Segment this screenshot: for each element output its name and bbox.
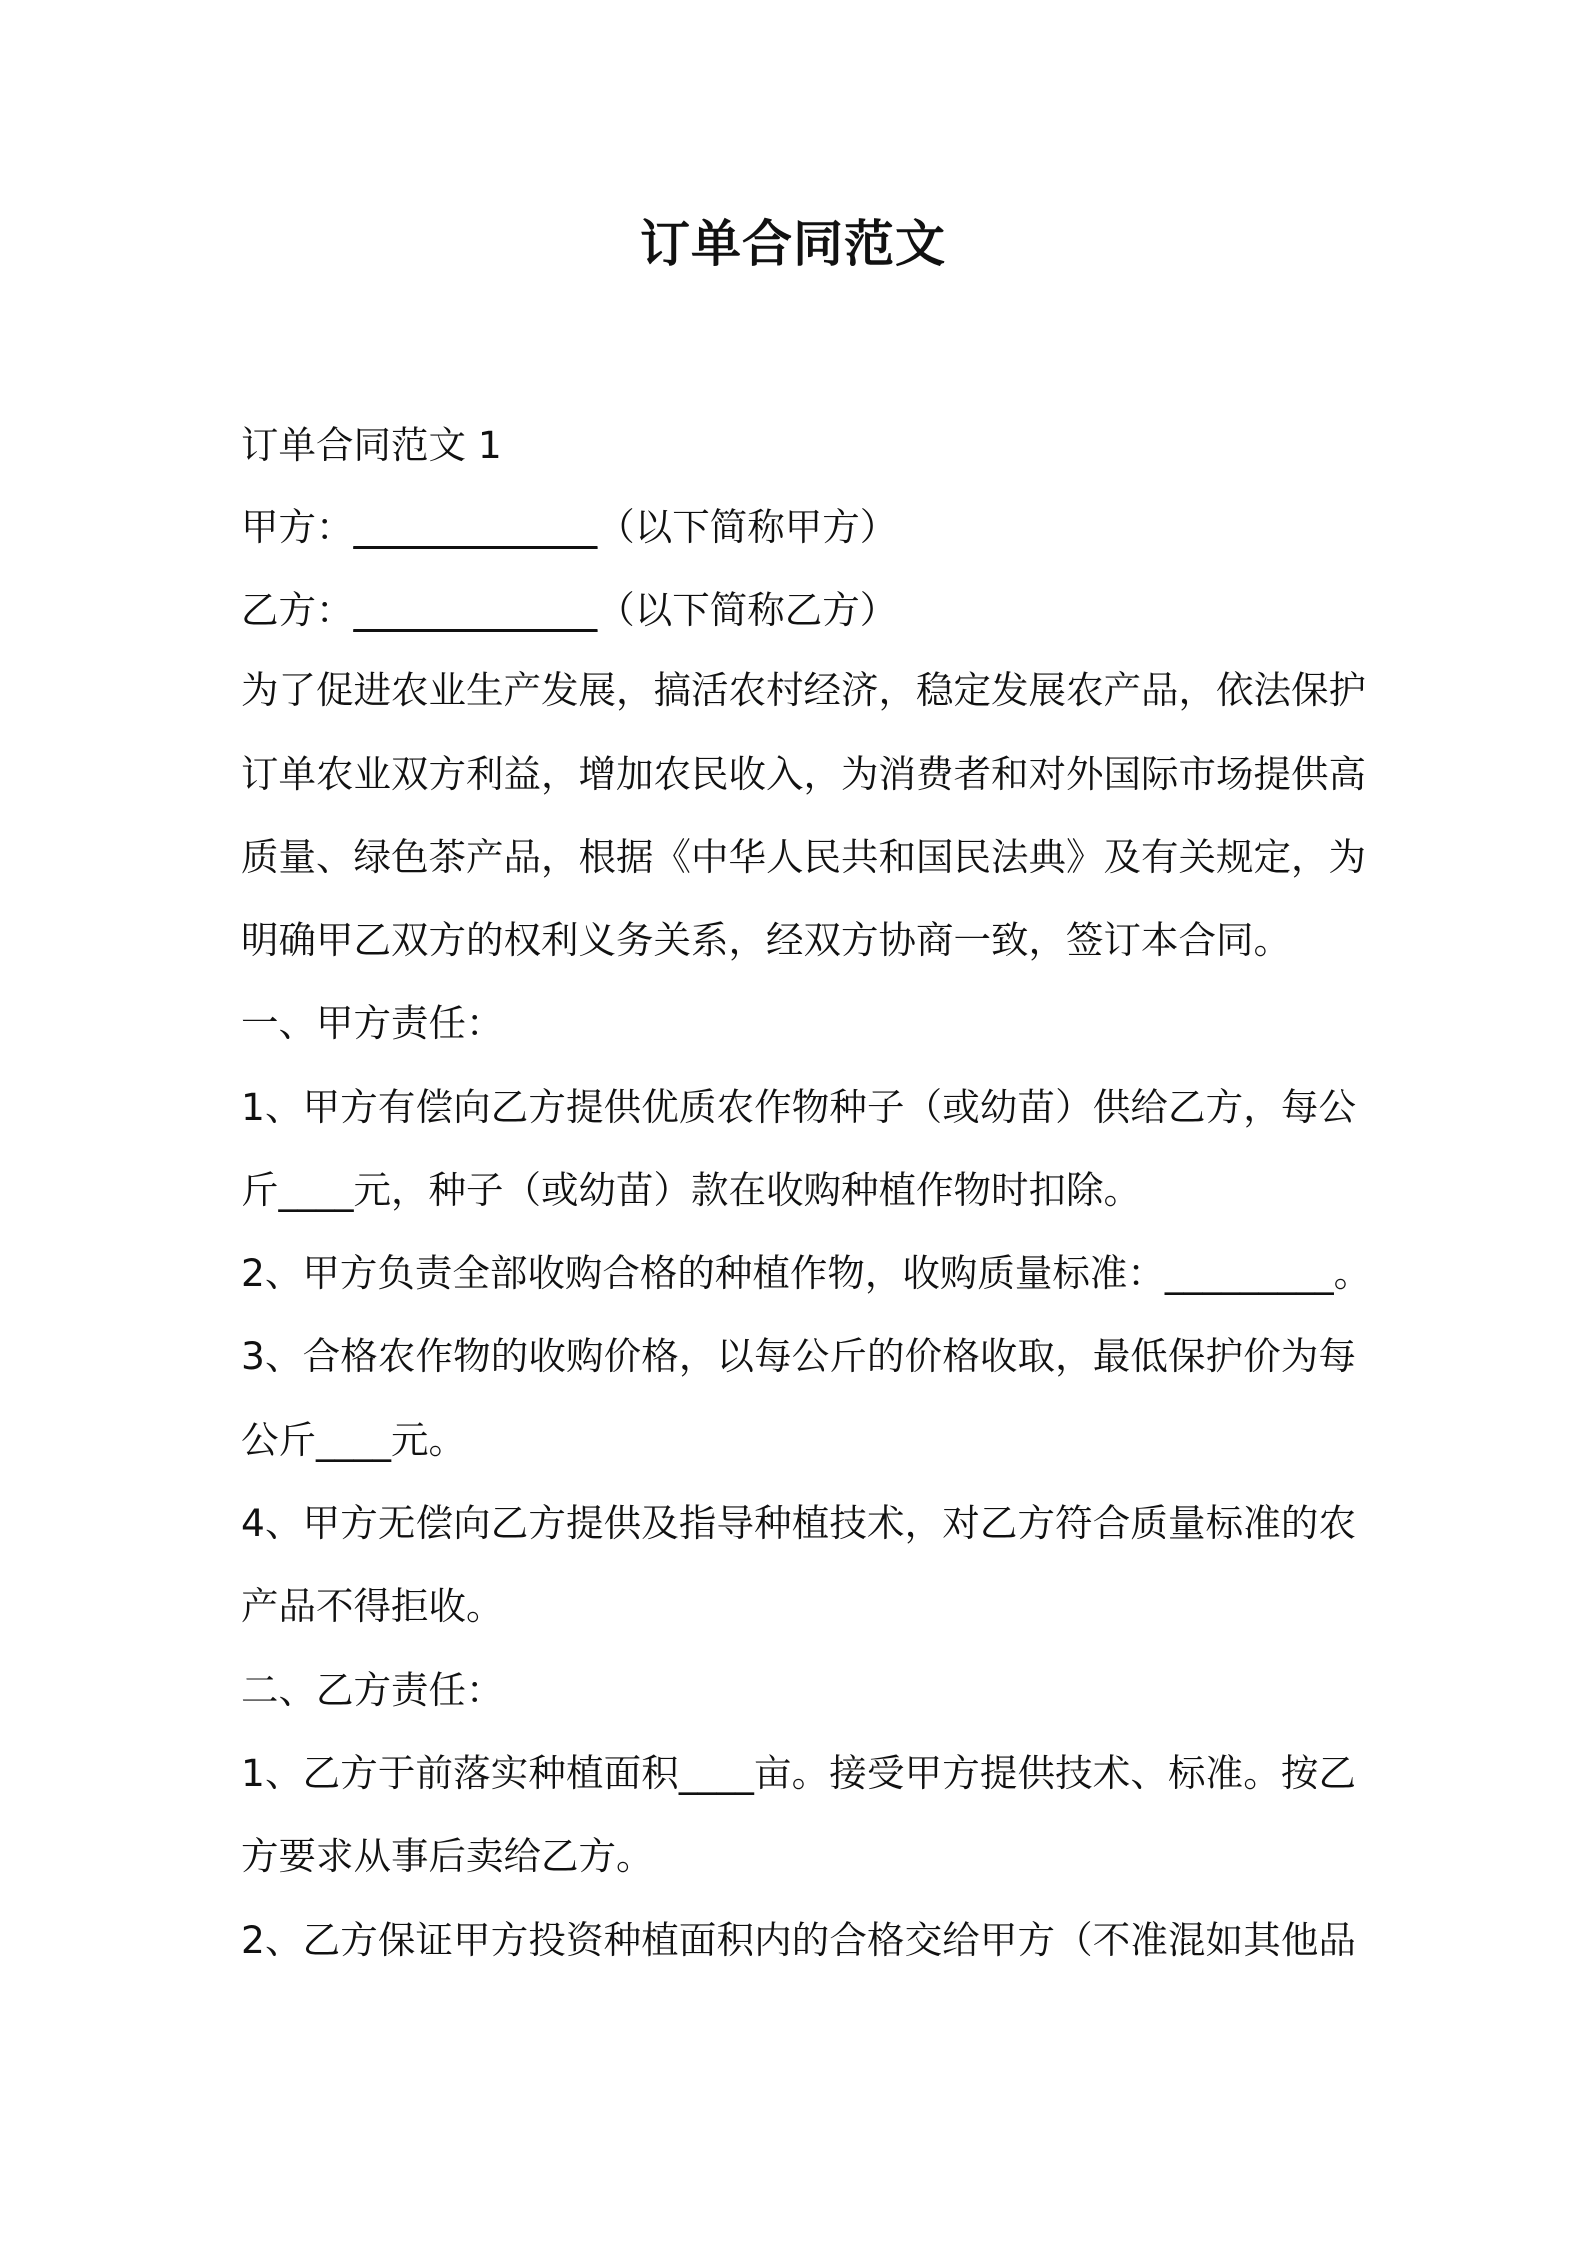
party-a-label: 甲方： bbox=[241, 505, 354, 549]
section-1-clause-line: 公斤____元。 bbox=[241, 1418, 466, 1462]
preamble-line: 订单农业双方利益，增加农民收入，为消费者和对外国际市场提供高 bbox=[241, 752, 1366, 796]
party-b-line bbox=[241, 584, 897, 636]
party-a-line bbox=[241, 501, 897, 553]
section-1-clause-line: 2、甲方负责全部收购合格的种植作物，收购质量标准：_________。 bbox=[241, 1251, 1372, 1295]
section-1-heading: 一、甲方责任： bbox=[241, 1001, 504, 1045]
section-2-clause-line: 1、乙方于前落实种植面积____亩。接受甲方提供技术、标准。按乙 bbox=[241, 1751, 1356, 1795]
section-2-heading: 二、乙方责任： bbox=[241, 1668, 504, 1712]
section-2-clause-line: 方要求从事后卖给乙方。 bbox=[241, 1834, 654, 1878]
preamble-line: 质量、绿色茶产品，根据《中华人民共和国民法典》及有关规定，为 bbox=[241, 835, 1366, 879]
party-b-note: （以下简称乙方） bbox=[597, 588, 898, 632]
section-1-clause-line: 斤____元，种子（或幼苗）款在收购种植作物时扣除。 bbox=[241, 1168, 1141, 1212]
party-a-note: （以下简称甲方） bbox=[597, 505, 898, 549]
contract-subtitle: 订单合同范文 1 bbox=[241, 423, 502, 467]
party-b-label: 乙方： bbox=[241, 588, 354, 632]
document-title: 订单合同范文 bbox=[640, 215, 946, 273]
section-1-clause-line: 1、甲方有偿向乙方提供优质农作物种子（或幼苗）供给乙方，每公 bbox=[241, 1085, 1356, 1129]
section-1-clause-line: 4、甲方无偿向乙方提供及指导种植技术，对乙方符合质量标准的农 bbox=[241, 1501, 1356, 1545]
section-1-clause-line: 产品不得拒收。 bbox=[241, 1584, 504, 1628]
party-b-blank: _____________ bbox=[353, 588, 598, 632]
section-2-clause-line: 2、乙方保证甲方投资种植面积内的合格交给甲方（不准混如其他品 bbox=[241, 1918, 1356, 1962]
party-a-blank: _____________ bbox=[353, 505, 598, 549]
preamble-line: 明确甲乙双方的权利义务关系，经双方协商一致，签订本合同。 bbox=[241, 918, 1291, 962]
section-1-clause-line: 3、合格农作物的收购价格，以每公斤的价格收取，最低保护价为每 bbox=[241, 1334, 1356, 1378]
preamble-line: 为了促进农业生产发展，搞活农村经济，稳定发展农产品，依法保护 bbox=[241, 668, 1366, 712]
